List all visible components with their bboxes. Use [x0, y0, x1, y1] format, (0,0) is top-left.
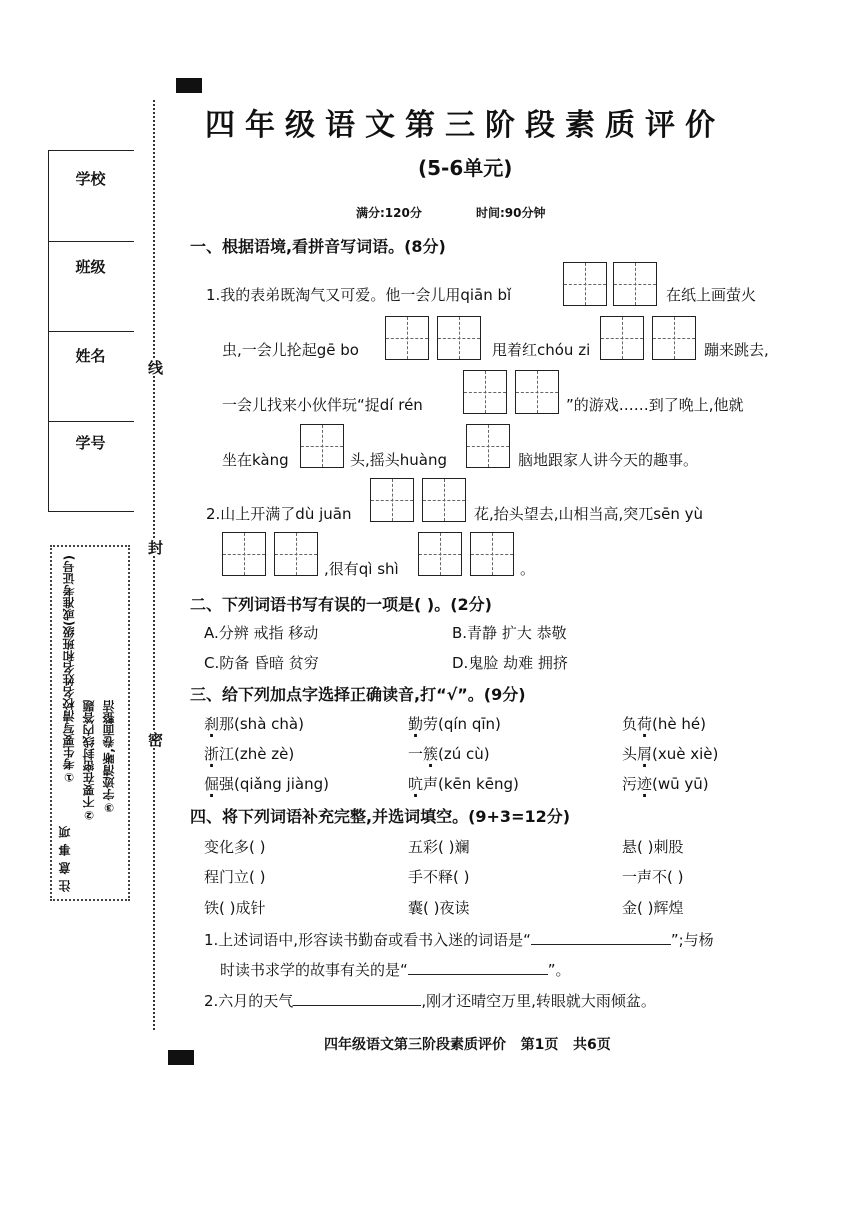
idiom-fill[interactable]: 囊( )夜读 — [408, 899, 470, 917]
s1-line5-text-a: 2.山上开满了dù juān — [206, 505, 352, 523]
s1-line6-text-b: 。 — [520, 560, 536, 578]
writing-box[interactable] — [466, 424, 510, 468]
writing-box[interactable] — [300, 424, 344, 468]
s3-item[interactable]: 勤劳(qín qīn) — [408, 715, 501, 733]
binding-word-line: 线 — [146, 360, 164, 375]
notice-item-2: ②不要在密封线内答题 — [82, 700, 96, 822]
section-2-heading: 二、下列词语书写有误的一项是( )。(2分) — [190, 595, 492, 614]
s3-item[interactable]: 一簇(zú cù) — [408, 745, 490, 763]
section-3-heading: 三、给下列加点字选择正确读音,打“√”。(9分) — [190, 685, 526, 704]
exam-time: 时间:90分钟 — [476, 206, 546, 220]
s1-line4-text-b: 头,摇头huàng — [350, 451, 448, 469]
idiom-fill[interactable]: 变化多( ) — [204, 838, 266, 856]
writing-box[interactable] — [437, 316, 481, 360]
s2-option-a[interactable]: A.分辨 戒指 移动 — [204, 624, 319, 642]
answer-blank[interactable] — [408, 974, 548, 975]
page-footer: 四年级语文第三阶段素质评价 第1页 共6页 — [324, 1037, 611, 1053]
school-label: 学校 — [75, 170, 106, 188]
writing-box[interactable] — [274, 532, 318, 576]
seal-line — [153, 100, 155, 1030]
idiom-fill[interactable]: 铁( )成针 — [204, 899, 266, 917]
s1-line6-text-a: ,很有qì shì — [324, 560, 399, 578]
s4-question-1-line-1: 1.上述词语中,形容读书勤奋或看书入迷的词语是“ ”;与杨 — [204, 931, 714, 949]
writing-box[interactable] — [470, 532, 514, 576]
answer-blank[interactable] — [531, 944, 671, 945]
s4-question-2: 2.六月的天气 ,刚才还晴空万里,转眼就大雨倾盆。 — [204, 992, 656, 1010]
student-info-box — [48, 150, 134, 512]
registration-mark-bottom — [168, 1050, 194, 1065]
writing-box[interactable] — [463, 370, 507, 414]
s1-line4-text-a: 坐在kàng — [222, 451, 289, 469]
binding-word-seal: 封 — [146, 540, 164, 555]
writing-box[interactable] — [652, 316, 696, 360]
s1-line2-text-a: 虫,一会儿抡起gē bo — [222, 341, 359, 359]
s1-line2-text-b: 甩着红chóu zi — [492, 341, 591, 359]
s3-item[interactable]: 负荷(hè hé) — [622, 715, 706, 733]
name-label: 姓名 — [75, 347, 106, 365]
page-title: 四年级语文第三阶段素质评价 — [205, 108, 725, 143]
notice-item-1: ①考生要写清校名姓名和班级(或准考证号) — [62, 555, 76, 784]
writing-box[interactable] — [422, 478, 466, 522]
idiom-fill[interactable]: 手不释( ) — [408, 868, 470, 886]
s1-line3-text-a: 一会儿找来小伙伴玩“捉dí rén — [222, 396, 423, 414]
s3-item[interactable]: 刹那(shà chà) — [204, 715, 304, 733]
writing-box[interactable] — [385, 316, 429, 360]
idiom-fill[interactable]: 一声不( ) — [622, 868, 684, 886]
s1-line1-text-b: 在纸上画萤火 — [666, 286, 757, 304]
writing-box[interactable] — [222, 532, 266, 576]
s4-question-1-line-2: 时读书求学的故事有关的是“ ”。 — [220, 961, 571, 979]
s3-item[interactable]: 污迹(wū yū) — [622, 775, 709, 793]
s3-item[interactable]: 浙江(zhè zè) — [204, 745, 295, 763]
section-4-heading: 四、将下列词语补充完整,并选词填空。(9+3=12分) — [190, 807, 571, 826]
class-label: 班级 — [75, 258, 106, 276]
writing-box[interactable] — [515, 370, 559, 414]
idiom-fill[interactable]: 程门立( ) — [204, 868, 266, 886]
s1-line2-text-c: 蹦来跳去, — [704, 341, 769, 359]
binding-word-secret: 密 — [146, 732, 164, 747]
s2-option-d[interactable]: D.鬼脸 劫难 拥挤 — [452, 654, 568, 672]
idiom-fill[interactable]: 金( )辉煌 — [622, 899, 684, 917]
registration-mark-top — [176, 78, 202, 93]
writing-box[interactable] — [563, 262, 607, 306]
s3-item[interactable]: 吭声(kēn kēng) — [408, 775, 519, 793]
writing-box[interactable] — [418, 532, 462, 576]
writing-box[interactable] — [613, 262, 657, 306]
idiom-fill[interactable]: 五彩( )斓 — [408, 838, 470, 856]
writing-box[interactable] — [370, 478, 414, 522]
student-id-label: 学号 — [75, 434, 106, 452]
s1-line3-text-b: ”的游戏……到了晚上,他就 — [566, 396, 744, 414]
s2-option-b[interactable]: B.青静 扩大 恭敬 — [452, 624, 567, 642]
s3-item[interactable]: 头屑(xuè xiè) — [622, 745, 719, 763]
full-score: 满分:120分 — [356, 206, 422, 220]
s1-line1-text-a: 1.我的表弟既淘气又可爱。他一会儿用qiān bǐ — [206, 286, 512, 304]
s1-line5-text-b: 花,抬头望去,山相当高,突兀sēn yù — [474, 505, 704, 523]
notice-title: 注意事项 — [58, 820, 72, 892]
idiom-fill[interactable]: 悬( )刺股 — [622, 838, 684, 856]
answer-blank[interactable] — [293, 1005, 421, 1006]
page-subtitle: (5-6单元) — [418, 156, 513, 180]
s3-item[interactable]: 倔强(qiǎng jiàng) — [204, 775, 329, 793]
writing-box[interactable] — [600, 316, 644, 360]
s1-line4-text-c: 脑地跟家人讲今天的趣事。 — [518, 451, 699, 469]
notice-item-3: ③字迹清晰,卷面整洁 — [102, 700, 116, 815]
s2-option-c[interactable]: C.防备 昏暗 贫穷 — [204, 654, 319, 672]
section-1-heading: 一、根据语境,看拼音写词语。(8分) — [190, 237, 446, 256]
